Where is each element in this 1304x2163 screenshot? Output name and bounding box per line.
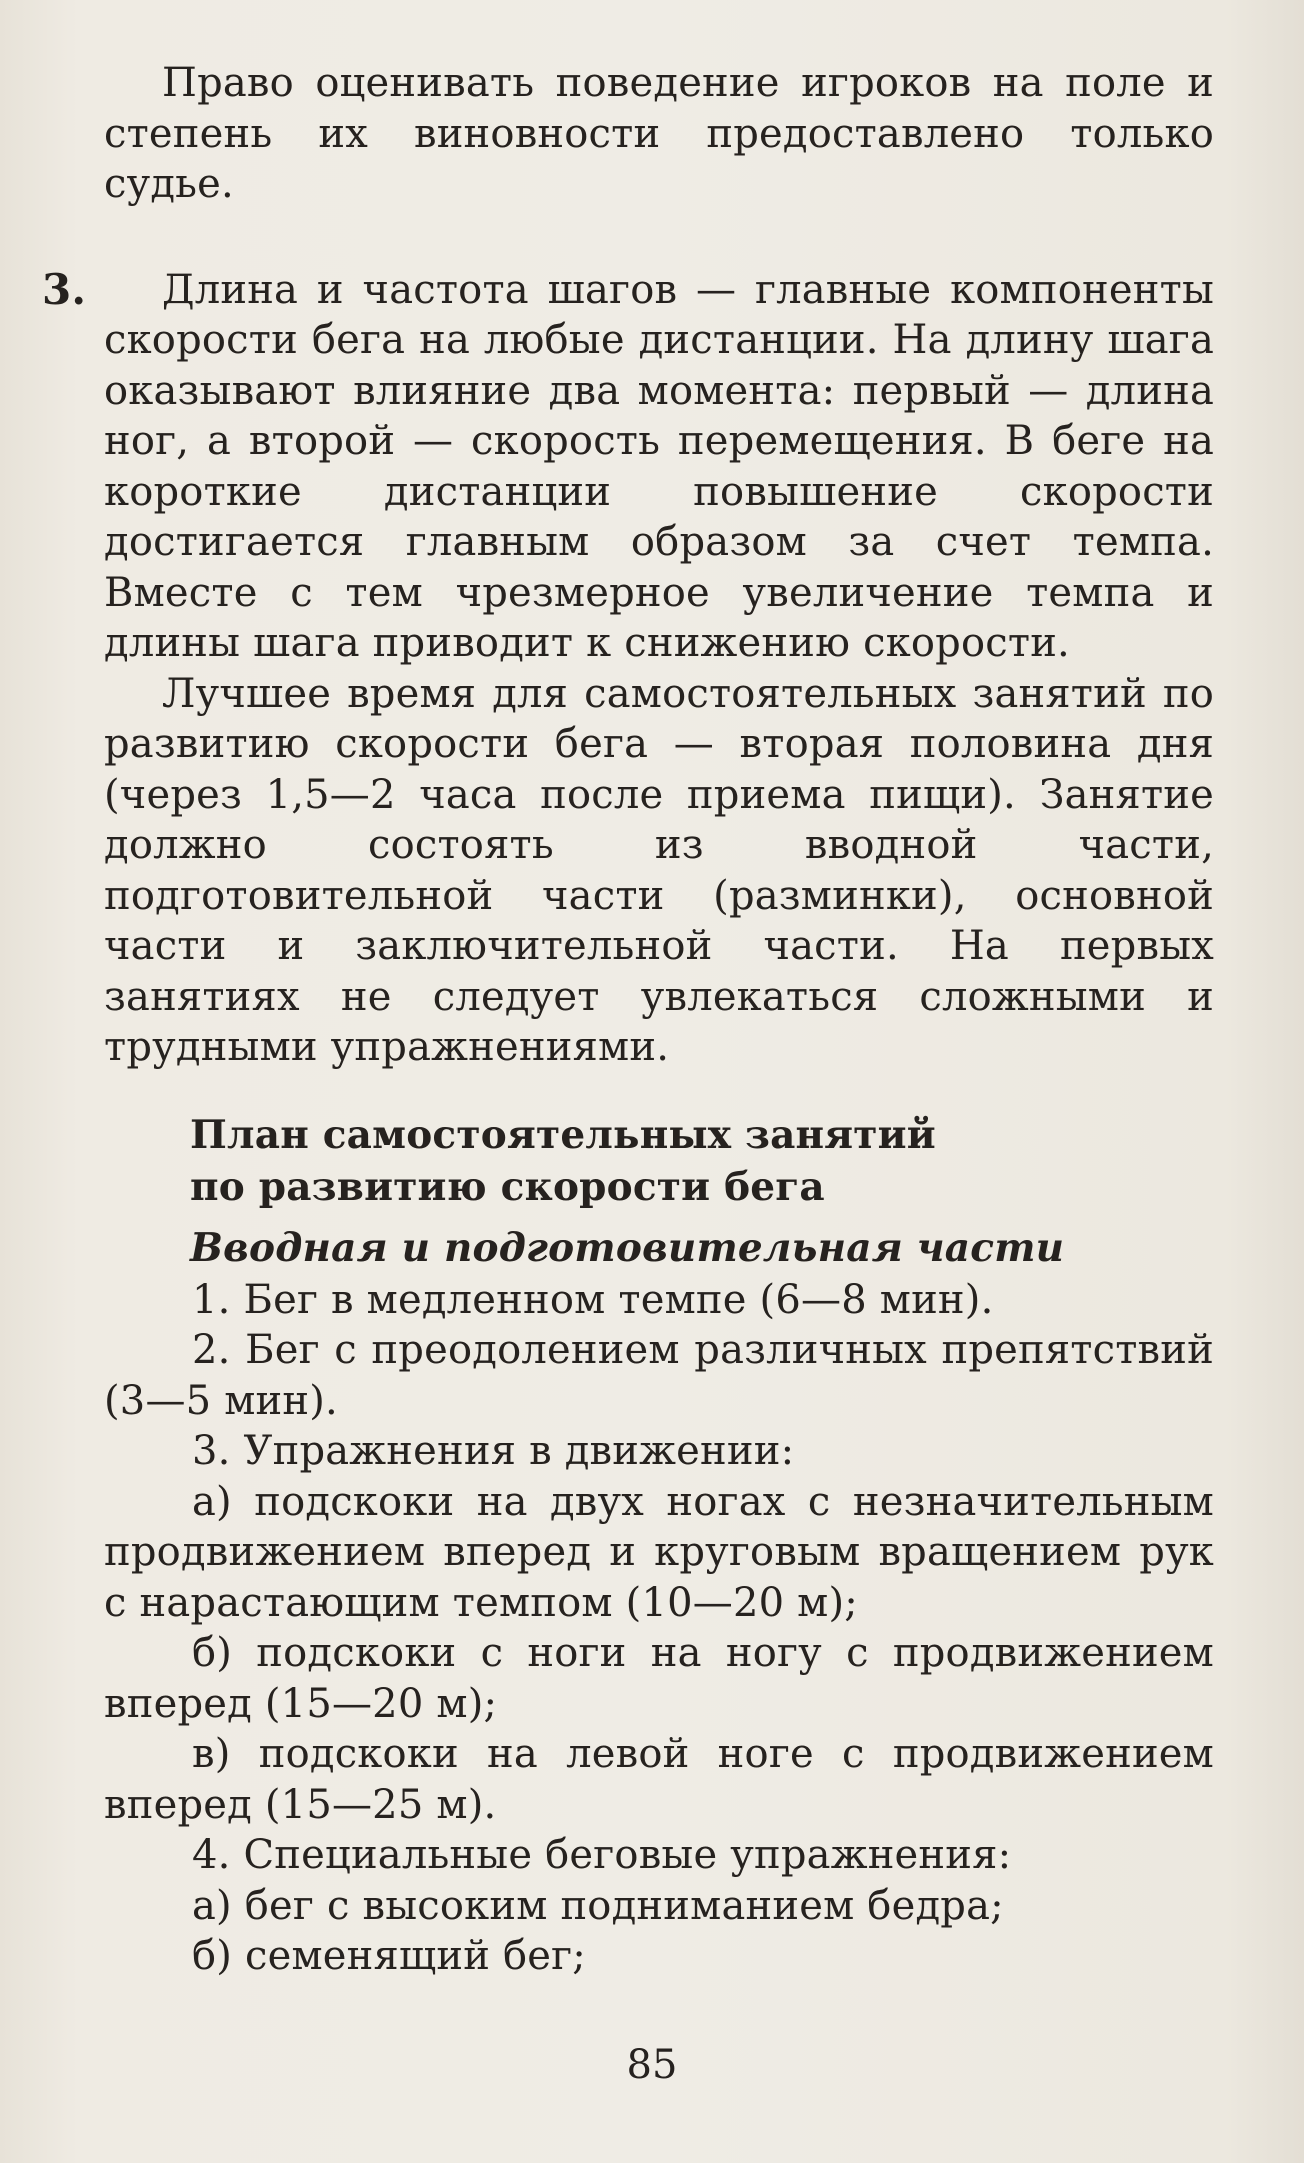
main-text (42, 58, 1214, 1982)
answer-paragraph: Лучшее время для самостоятельных занятий по развитию скорости бега — вторая половина дня (через 1,5—2 часа после приема пищи). Занятие должно состоять из вводной части, подготовительной части (разминки), основной части и заключительной части. На первых занятиях не следует увлекаться сложными и трудными упражнениями. (104, 670, 1214, 1070)
plan-heading (190, 1109, 1214, 1213)
list-item: 1. Бег в медленном темпе (6—8 мин). (192, 1276, 994, 1323)
section-subheading: Вводная и подготовительная части (190, 1224, 1065, 1271)
answer-block (42, 264, 1214, 669)
list-item: 2. Бег с преодолением различных препятствий (3—5 мин). (104, 1327, 1214, 1424)
list-item: а) бег с высоким подниманием бедра; (192, 1882, 1004, 1929)
plan-heading-line: План самостоятельных занятий (190, 1111, 936, 1158)
list-item: б) подскоки с ноги на ногу с продвижением вперед (15—20 м); (104, 1630, 1214, 1727)
question-number: 3. (42, 264, 87, 314)
plan-heading-line: по развитию скорости бега (190, 1163, 825, 1210)
answer-paragraph: Длина и частота шагов — главные компоненты скорости бега на любые дистанции. На длину шага оказывают влияние два момента: первый — длина ног, а второй — скорость перемещения. В беге на короткие дистанции повышение скорости достигается главным образом за счет темпа. Вместе с тем чрезмерное увеличение темпа и длины шага приводит к снижению скорости. (104, 266, 1214, 666)
list-item: б) семенящий бег; (192, 1933, 586, 1979)
list-item: 3. Упражнения в движении: (192, 1428, 795, 1474)
list-item: 4. Специальные беговые упражнения: (192, 1832, 1012, 1878)
intro-paragraph: Право оценивать поведение игроков на поле и степень их виновности предоставлено только судье. (104, 60, 1214, 207)
page-number: 85 (626, 2042, 678, 2088)
list-item: в) подскоки на левой ноге с продвижением вперед (15—25 м). (104, 1731, 1214, 1828)
list-item: а) подскоки на двух ногах с незначительным продвижением вперед и круговым вращением рук с нарастающим темпом (10—20 м); (104, 1478, 1214, 1626)
